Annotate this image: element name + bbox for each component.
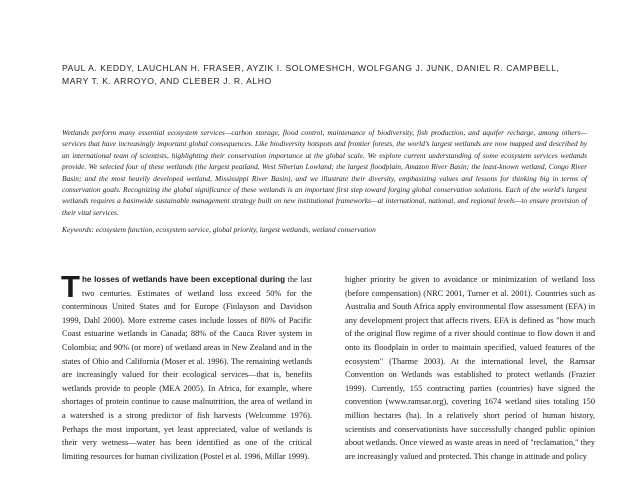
abstract: Wetlands perform many essential ecosystem services—carbon storage, flood control, maintenance of biodiversity, fish production, and aquifer recharge, among others—services that have increasingly important global consequences. Like biodiversity hotspots and frontier forests, the world's largest wetlands are now mapped and described by an international team of scientists, highlighting their conservation importance at the global scale. We explore current understanding of some ecosystem services wetlands provide. We selected four of these wetlands (the largest peatland, West Siberian Lowland; the largest floodplain, Amazon River Basin; the least-known wetland, Congo River Basin; and the most heavily developed wetland, Mississippi River Basin), and we illustrate their diversity, emphasizing values and lessons for thinking big in terms of conservation goals. Recognizing the global significance of these wetlands is an important first step toward forging global conservation solutions. Each of the world's largest wetlands requires a basinwide sustainable management strategy built on new institutional frameworks—at international, national, and regional levels—to ensure provision of their vital services. — [62, 128, 587, 217]
author-line: MARY T. K. ARROYO, AND CLEBER J. R. ALHO — [62, 76, 272, 86]
author-list — [62, 62, 582, 88]
body-column-left — [61, 269, 313, 463]
drop-cap: T — [61, 269, 80, 304]
keywords: Keywords: ecosystem function, ecosystem service, global priority, largest wetlands, wetland conservation — [62, 225, 376, 234]
body-column-right — [345, 273, 595, 463]
lead-in-bold: he losses of wetlands have been exceptional during — [81, 275, 286, 284]
body-text-left: the last two centuries. Estimates of wetland loss exceed 50% for the conterminous United States and for Europe (Finlayson and Davidson 1999, Dahl 2000). More extreme cases include losses of 80% of Pacific Coast estuarine wetlands in Canada; 88% of the Cauca River system in Colombia; and 90% (or more) of wetland areas in New Zealand and in the states of Ohio and California (Moser et al. 1996). The remaining wetlands are increasingly valued for their ecological services—that is, benefits wetlands provide to people (MEA 2005). In Africa, for example, where shortages of protein continue to cause malnutrition, the area of wetland in a watershed is a strong predictor of fish harvests (Welcomme 1976). Perhaps the most important, yet least appreciated, value of wetlands is their very wetness—water has been identified as one of the critical limiting resources for human civilization (Postel et al. 1996, Millar 1999). — [62, 275, 313, 461]
author-line: PAUL A. KEDDY, LAUCHLAN H. FRASER, AYZIK I. SOLOMESHCH, WOLFGANG J. JUNK, DANIEL R. CAMPBELL, — [62, 63, 560, 73]
body-text-right: higher priority be given to avoidance or minimization of wetland loss (before compensation) (NRC 2001, Turner et al. 2001). Countries such as Australia and South Africa apply environmental flow assessment (EFA) in any development project that affects rivers. EFA is defined as "how much of the original flow regime of a river should continue to flow down it and onto its floodplain in order to maintain specified, valued features of the ecosystem" (Tharme 2003). At the international level, the Ramsar Convention on Wetlands was established to protect wetlands (Frazier 1999). Currently, 155 contracting parties (countries) have signed the convention (www.ramsar.org), covering 1674 wetland sites totaling 150 million hectares (ha). In a relatively short period of human history, scientists and conservationists have successfully changed public opinion about wetlands. Once viewed as waste areas in need of "reclamation," they are increasingly valued and protected. This change in attitude and policy — [345, 275, 595, 461]
